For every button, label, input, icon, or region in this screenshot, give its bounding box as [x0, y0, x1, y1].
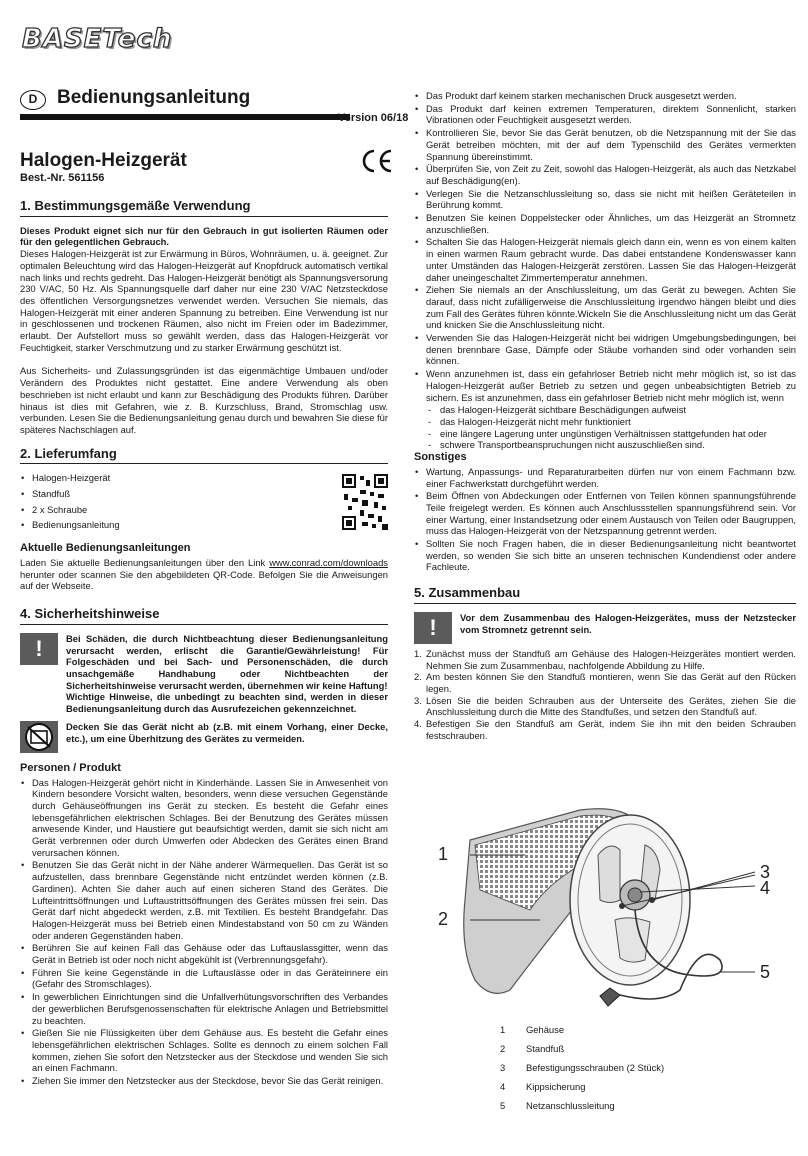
do-not-cover-icon	[20, 721, 58, 753]
list-item: • Beim Öffnen von Abdeckungen oder Entfernen von Teilen können spannungsführende Teile freigelegt werden. Es können auch Anschlussstellen spannungsführend sein. Vor einer Wartung, einer Instandsetzung oder einem Austausch von Teilen oder Baugruppen, muss das Halogen-Heizgerät von der Netzspannung getrennt werden.	[414, 490, 796, 537]
list-item: • Das Produkt darf keinem starken mechanischen Druck ausgesetzt werden.	[414, 90, 796, 102]
safety-list-continued	[414, 90, 796, 403]
misc-heading: Sonstiges	[414, 451, 467, 464]
figure-label-4: 4	[760, 878, 771, 898]
current-manuals-pre: Laden Sie aktuelle Bedienungsanleitungen über den Link	[20, 557, 270, 569]
legend-number: 2	[500, 1043, 506, 1054]
order-number: Best.-Nr. 561156	[20, 172, 105, 184]
list-item	[414, 648, 796, 671]
legend-number: 5	[500, 1100, 506, 1111]
section-4-heading: 4. Sicherheitshinweise	[20, 608, 388, 625]
step-text: Lösen Sie die beiden Schrauben aus der Unterseite des Gerätes, ziehen Sie die Anschlussleitung durch die Mitte des Standfußes, und setzen den Standfuß auf.	[426, 694, 796, 718]
legend-row	[500, 1096, 664, 1115]
list-item	[414, 671, 796, 694]
ce-mark-icon	[360, 148, 394, 174]
legend-text: Netzanschlussleitung	[526, 1100, 615, 1111]
language-badge: D	[20, 90, 46, 110]
legend-number: 3	[500, 1062, 506, 1073]
exclamation-icon: !	[414, 612, 452, 644]
brand-logo	[22, 24, 252, 56]
step-text: Zunächst muss der Standfuß am Gehäuse des Halogen-Heizgerätes montiert werden. Nehmen Sie zum Zusammenbau, nachfolgende Abbildung zu Hilfe.	[426, 647, 796, 671]
figure-label-2: 2	[438, 909, 449, 929]
condition-list	[426, 404, 796, 451]
list-item: • Benutzen Sie keinen Doppelstecker oder Ähnliches, um das Heizgerät an Stromnetz anzuschließen.	[414, 212, 796, 235]
warning-liability: Bei Schäden, die durch Nichtbeachtung dieser Bedienungsanleitung verursacht werden, erlischt die Garantie/Gewährleistung! Für Folgeschäden und bei Sach- und Personenschäden, die durch unsachgemäße Handhabung oder Nichtbeachten der Sicherheitshinweise verursacht werden, übernehmen wir keine Haftung!	[66, 632, 388, 691]
exclamation-icon: !	[20, 633, 58, 665]
assembly-steps	[414, 648, 796, 742]
delivery-list	[20, 472, 388, 531]
list-item: • Kontrollieren Sie, bevor Sie das Gerät benutzen, ob die Netzspannung mit der Sie das Gerät betreiben möchten, mit der auf dem Typenschild des Gerätes vermerkten Spannung übereinstimmt.	[414, 127, 796, 162]
warning-text-2: Decken Sie das Gerät nicht ab (z.B. mit einem Vorhang, einer Decke, etc.), um eine Überhitzung des Gerätes zu vermeiden.	[66, 720, 388, 744]
delivery-block	[20, 472, 388, 542]
step-text: Am besten können Sie den Standfuß montieren, wenn Sie das Gerät auf den Rücken legen.	[426, 671, 796, 694]
section-2-heading: 2. Lieferumfang	[20, 448, 388, 465]
step-text: Befestigen Sie den Standfuß am Gerät, indem Sie ihn mit den beiden Schrauben festschrauben.	[426, 718, 796, 741]
legend-row	[500, 1077, 664, 1096]
step-number: 3.	[414, 694, 422, 706]
list-item: • Bedienungsanleitung	[20, 519, 388, 531]
downloads-link[interactable]: www.conrad.com/downloads	[269, 557, 388, 569]
power-plug	[600, 988, 620, 1006]
step-number: 1.	[414, 647, 422, 659]
list-item: - eine längere Lagerung unter ungünstigen Verhältnissen stattgefunden hat oder	[426, 428, 796, 440]
title-rule	[20, 114, 350, 120]
list-item: - das Halogen-Heizgerät nicht mehr funktioniert	[426, 416, 796, 428]
assembly-warning-box	[414, 612, 796, 644]
figure-legend	[500, 1020, 664, 1115]
document-title: Bedienungsanleitung	[57, 87, 251, 108]
version-label: Version 06/18	[338, 112, 409, 124]
legend-number: 1	[500, 1024, 506, 1035]
assembly-warning-text: Vor dem Zusammenbau des Halogen-Heizgerätes, muss der Netzstecker vom Stromnetz getrennt sein.	[460, 611, 796, 635]
legend-row	[500, 1058, 664, 1077]
figure-label-1: 1	[438, 844, 449, 864]
list-item: • Gießen Sie nie Flüssigkeiten über dem Gehäuse aus. Es besteht die Gefahr eines lebensgefährlichen elektrischen Schlages. Sollte es dennoch zu einem solchen Fall kommen, ziehen Sie sofort den Netzstecker aus der Steckdose und wenden Sie sich an einen Fachmann.	[20, 1027, 388, 1074]
list-item: • Das Halogen-Heizgerät gehört nicht in Kinderhände. Lassen Sie in Anwesenheit von Kindern besondere Vorsicht walten, besonders, wenn diese versuchen Gegenstände durch Gehäuseöffnungen ins Gerät zu stecken. Es besteht die Gefahr eines lebensgefährlichen elektrischen Schlages. Bei der Benutzung des Gerätes müssen anwesende Kinder, und Haustiere gut beaufsichtigt werden, damit sie sich nicht am Gerät verbrennen oder durch Umwerfen oder Abdecken des Gerätes einen Brand verursachen können.	[20, 777, 388, 859]
product-title: Halogen-Heizgerät	[20, 150, 187, 171]
s1-intro: Dieses Produkt eignet sich nur für den Gebrauch in gut isolierten Räumen oder für den gelegentlichen Gebrauch.	[20, 224, 388, 248]
list-item: - das Halogen-Heizgerät sichtbare Beschädigungen aufweist	[426, 404, 796, 416]
legend-row	[500, 1039, 664, 1058]
safety-list	[20, 777, 388, 1087]
list-item: • Sollten Sie noch Fragen haben, die in dieser Bedienungsanleitung nicht beantwortet werden, so wenden Sie sich bitte an unseren technischen Kundendienst oder andere Fachleute.	[414, 538, 796, 573]
figure-label-3: 3	[760, 862, 771, 882]
list-item: • Wenn anzunehmen ist, dass ein gefahrloser Betrieb nicht mehr möglich ist, so ist das Halogen-Heizgerät außer Betrieb zu setzen und gegen unbeabsichtigten Betrieb zu sichern. Es ist anzunehmen, dass ein gefahrloser Betrieb nicht mehr möglich ist, wenn	[414, 368, 796, 403]
heater-assembly-figure	[430, 800, 790, 1010]
warning-box-1	[20, 633, 388, 715]
step-number: 4.	[414, 718, 422, 730]
list-item: • In gewerblichen Einrichtungen sind die Unfallverhütungsvorschriften des Verbandes der gewerblichen Berufsgenossenschaften für elektrische Anlagen und Betriebsmittel zu beachten.	[20, 991, 388, 1026]
list-item: • Ziehen Sie immer den Netzstecker aus der Steckdose, bevor Sie das Gerät reinigen.	[20, 1075, 388, 1087]
list-item: • Überprüfen Sie, von Zeit zu Zeit, sowohl das Halogen-Heizgerät, als auch das Netzkabel auf Beschädigung(en).	[414, 163, 796, 186]
legend-text: Befestigungsschrauben (2 Stück)	[526, 1062, 665, 1073]
warning-text-1	[66, 633, 388, 715]
legend-text: Kippsicherung	[526, 1081, 586, 1092]
list-item: • Halogen-Heizgerät	[20, 472, 388, 484]
warning-exclamation-note: Wichtige Hinweise, die unbedingt zu beachten sind, werden in dieser Bedienungsanleitung durch das Ausrufezeichen gekennzeichnet.	[66, 691, 388, 715]
section-5-heading: 5. Zusammenbau	[414, 587, 796, 604]
s1-paragraph-2: Aus Sicherheits- und Zulassungsgründen ist das eigenmächtige Umbauen und/oder Verändern des Produktes nicht gestattet. Eine andere Verwendung als oben beschrieben ist nicht erlaubt und kann zur Beschädigung des Produkts führen. Darüber hinaus ist dies mit Gefahren, wie z. B. Kurzschluss, Brand, Stromschlag usw. verbunden. Lesen Sie die Bedienungsanleitung genau durch und bewahren Sie diese für späteres Nachschlagen auf.	[20, 365, 388, 435]
warning-box-2	[20, 721, 388, 753]
list-item: • Benutzen Sie das Gerät nicht in der Nähe anderer Wärmequellen. Das Gerät ist so aufzustellen, dass brennbare Gegenstände nicht entzündet werden können (z.B. Gardinen). Achten Sie daher auch auf einen sicheren Stand des Gerätes. Die Lufteintrittsöffnungen und Luftaustrittsöffnungen des Gerätes müssen frei sein. Das Gerät darf nicht abgedeckt werden, z.B. mit Textilien. Es besteht Brandgefahr. Das Halogen-Heizgerät muss bei Betrieb einen Mindestabstand von 50 cm zu Wänden oder anderen Gegenständen haben.	[20, 859, 388, 941]
current-manuals-heading: Aktuelle Bedienungsanleitungen	[20, 542, 191, 555]
legend-number: 4	[500, 1081, 506, 1092]
legend-text: Gehäuse	[526, 1024, 565, 1035]
list-item: • Standfuß	[20, 488, 388, 500]
list-item: • 2 x Schraube	[20, 504, 388, 516]
list-item	[414, 718, 796, 741]
list-item: • Berühren Sie auf keinen Fall das Gehäuse oder das Luftauslassgitter, wenn das Gerät in Betrieb ist oder noch nicht abgekühlt ist (Verbrennungsgefahr).	[20, 942, 388, 965]
step-number: 2.	[414, 671, 422, 683]
logo-text: BASETech	[22, 24, 173, 54]
list-item: • Verlegen Sie die Netzanschlussleitung so, dass sie nicht mit heißen Geräteteilen in Berührung kommt.	[414, 188, 796, 211]
list-item: • Verwenden Sie das Halogen-Heizgerät nicht bei widrigen Umgebungsbedingungen, bei denen brennbare Gase, Dämpfe oder Stäube vorhanden sind oder vorhanden sein können.	[414, 332, 796, 367]
s1-paragraph-1: Dieses Halogen-Heizgerät ist zur Erwärmung in Büros, Wohnräumen, u. ä. geeignet. Zur optimalen Beleuchtung wird das Halogen-Heizgerät auf Knopfdruck automatisch vertikal nach links und rechts gedreht. Das Halogen-Heizgerät benötigt als Spannungsversorung 230 V/AC, 50 Hz. Als Spannungsquelle darf daher nur eine 230 V/AC Netzsteckdose des öffentlichen Versorgungsnetzes verwendet werden. Versuchen Sie niemals, das Halogen-Heizgerät mit einer anderen Spannung zu betreiben. Eine Verwendung ist nur in geschlossenen und trockenen Räumen, also nicht im Freien oder im Badezimmer, erlaubt. Der Aufstellort muss so gewählt werden, dass das Halogen-Heizgerät vor Feuchtigkeit, starker Verschmutzung und zu starker Erwärmung geschützt ist.	[20, 248, 388, 353]
qr-code-icon[interactable]	[342, 474, 388, 530]
list-item: • Führen Sie keine Gegenstände in die Luftauslässe oder in das Geräteinnere ein (Gefahr des Stromschlages).	[20, 967, 388, 990]
list-item: • Ziehen Sie niemals an der Anschlussleitung, um das Gerät zu bewegen. Achten Sie darauf, dass nicht zufälligerweise die Anschlussleitung irgendwo hängen bleibt und dies zum Fall des Gerätes führen könnte.Wickeln Sie die Anschlussleitung nicht um das Gerät und knicken Sie die Anschlussleitung nicht.	[414, 284, 796, 331]
list-item: • Schalten Sie das Halogen-Heizgerät niemals gleich dann ein, wenn es von einem kalten in einen warmen Raum gebracht wurde. Das dabei entstandene Kondenswasser kann unter Umständen das Halogen-Heizgerät zerstören. Lassen Sie das Halogen-Heizgerät daher uneingeschaltet Zimmertemperatur annehmen.	[414, 236, 796, 283]
current-manuals-text	[20, 557, 388, 592]
persons-heading: Personen / Produkt	[20, 761, 121, 774]
current-manuals-post: herunter oder scannen Sie den abgebildeten QR-Code. Befolgen Sie die Anweisungen auf der Webseite.	[20, 568, 388, 592]
section-1-heading: 1. Bestimmungsgemäße Verwendung	[20, 200, 388, 217]
misc-list	[414, 466, 796, 573]
list-item: • Wartung, Anpassungs- und Reparaturarbeiten dürfen nur von einem Fachmann bzw. einer Fachwerkstatt durchgeführt werden.	[414, 466, 796, 489]
list-item: • Das Produkt darf keinen extremen Temperaturen, direktem Sonnenlicht, starken Vibrationen oder Feuchtigkeit ausgesetzt werden.	[414, 103, 796, 126]
right-column	[414, 90, 796, 741]
figure-label-5: 5	[760, 962, 771, 982]
list-item: - schwere Transportbeanspruchungen nicht auszuschließen sind.	[426, 439, 796, 451]
left-column	[20, 200, 388, 1088]
list-item	[414, 695, 796, 718]
legend-text: Standfuß	[526, 1043, 565, 1054]
legend-row	[500, 1020, 664, 1039]
